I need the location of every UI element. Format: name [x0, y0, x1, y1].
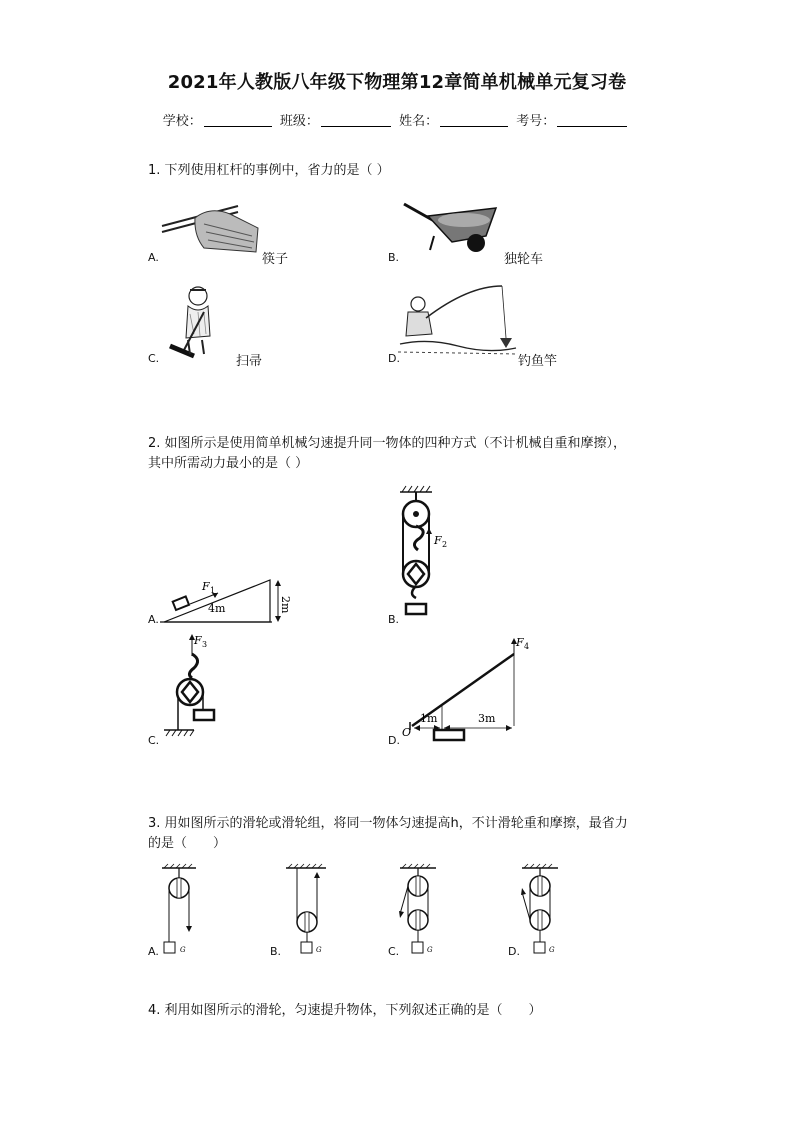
question-3-stem-line2: 的是（ ） [148, 836, 227, 851]
question-2-stem-line2: 其中所需动力最小的是（ ） [148, 456, 309, 471]
q2-d-force-subscript: 4 [524, 642, 530, 651]
q2-d-long-arm-label: 3m [478, 712, 496, 725]
q2-pulley-block-diagram [396, 486, 476, 626]
q2-option-c-label[interactable]: C. [148, 734, 160, 747]
q1-option-b-label[interactable]: B. [388, 251, 400, 264]
q3-b-weight-label: G [316, 946, 322, 954]
q2-c-force-label: F [194, 634, 202, 647]
q3-option-a-label[interactable]: A. [148, 945, 159, 958]
q2-d-pivot-label: O [402, 726, 412, 739]
fishing-rod-image [398, 282, 518, 362]
q3-option-d-label[interactable]: D. [508, 945, 520, 958]
name-label: 姓名： [399, 114, 439, 129]
exam-number-label: 考号： [516, 114, 556, 129]
q2-option-b-label[interactable]: B. [388, 613, 400, 626]
q2-b-force-label: F [434, 534, 442, 547]
question-1-stem: 1. 下列使用杠杆的事例中，省力的是（ ） [148, 163, 390, 178]
q2-option-a-label[interactable]: A. [148, 613, 159, 626]
q3-a-weight-label: G [180, 946, 186, 954]
question-4-stem: 4. 利用如图所示的滑轮，匀速提升物体，下列叙述正确的是（ ） [148, 1003, 542, 1018]
name-blank[interactable] [440, 114, 508, 127]
q2-a-height-label: 2m [279, 596, 292, 614]
q2-inclined-plane-diagram [160, 570, 300, 630]
q1-option-b-caption: 独轮车 [504, 252, 544, 267]
q2-d-force-label: F [516, 636, 524, 649]
wheelbarrow-image [400, 196, 500, 256]
broom-image [160, 284, 220, 360]
q1-option-c-label[interactable]: C. [148, 352, 160, 365]
q3-c-weight-label: G [427, 946, 433, 954]
student-info-line [0, 110, 794, 129]
q3-b-pulley-diagram [284, 864, 328, 958]
q2-option-d-label[interactable]: D. [388, 734, 400, 747]
q1-option-a-label[interactable]: A. [148, 251, 159, 264]
q2-d-short-arm-label: 1m [420, 712, 438, 725]
q2-a-force-label: F [202, 580, 210, 593]
q2-c-force-subscript: 3 [202, 640, 208, 649]
class-label: 班级： [279, 114, 319, 129]
q2-movable-pulley-diagram [160, 630, 240, 742]
class-blank[interactable] [321, 114, 391, 127]
q3-d-pulley-diagram [518, 864, 562, 958]
exam-number-blank[interactable] [557, 114, 627, 127]
q3-a-pulley-diagram [160, 864, 204, 958]
q1-option-a-caption: 筷子 [262, 252, 289, 267]
q2-b-force-subscript: 2 [442, 540, 448, 549]
q3-option-b-label[interactable]: B. [270, 945, 282, 958]
page-title: 2021年人教版八年级下物理第12章简单机械单元复习卷 [167, 72, 627, 93]
question-3-stem-line1: 3. 用如图所示的滑轮或滑轮组，将同一物体匀速提高h，不计滑轮重和摩擦，最省力 [148, 816, 628, 831]
q1-option-d-caption: 钓鱼竿 [518, 354, 558, 369]
q2-a-length-label: 4m [208, 602, 226, 615]
chopsticks-image [160, 196, 260, 256]
q3-d-weight-label: G [549, 946, 555, 954]
q2-lever-diagram [398, 634, 538, 746]
q3-option-c-label[interactable]: C. [388, 945, 400, 958]
q3-c-pulley-diagram [396, 864, 440, 958]
question-2-stem-line1: 2. 如图所示是使用简单机械匀速提升同一物体的四种方式（不计机械自重和摩擦）， [148, 436, 627, 451]
q2-a-force-subscript: 1 [210, 586, 216, 595]
q1-option-d-label[interactable]: D. [388, 352, 400, 365]
school-label: 学校： [162, 114, 202, 129]
school-blank[interactable] [204, 114, 272, 127]
q1-option-c-caption: 扫帚 [236, 354, 263, 369]
